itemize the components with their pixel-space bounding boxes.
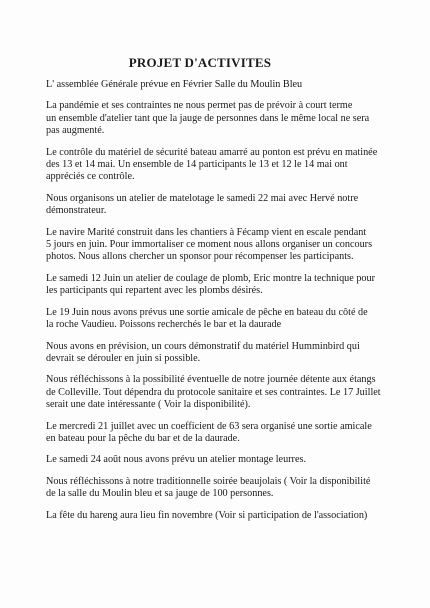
paragraph-safety-check: Le contrôle du matériel de sécurité bateau amarré au ponton est prévu en matinée des 13 et 14 mai. Un ensemble de 14 participants le 13 et 12 le 14 mai ont appréciés ce contrôle. xyxy=(46,146,378,183)
paragraph-fishing-trip-july: Le mercredi 21 juillet avec un coefficient de 63 sera organisé une sortie amicale en bateau pour la pêche du bar et de la daurade. xyxy=(46,420,372,444)
paragraph-beaujolais-evening: Nous réfléchissons à notre traditionnelle soirée beaujolais ( Voir la disponibilité de la salle du Moulin bleu et sa jauge de 100 personnes. xyxy=(46,475,371,500)
paragraph-rope-workshop: Nous organisons un atelier de matelotage le samedi 22 mai avec Hervé notre démonstrateur. xyxy=(46,192,359,217)
paragraph-fishing-trip-june: Le 19 Juin nous avons prévus une sortie amicale de pêche en bateau du côté de la roche Vaudieu. Poissons recherchés le bar et la daurade xyxy=(46,306,368,331)
paragraph-lead-casting: Le samedi 12 Juin un atelier de coulage de plomb, Eric montre la technique pour les participants qui repartent avec les plombs désirés. xyxy=(46,272,376,297)
document-title: PROJET D'ACTIVITES xyxy=(128,55,272,70)
paragraph-general-assembly: L' assemblée Générale prévue en Février Salle du Moulin Bleu xyxy=(46,79,303,90)
paragraph-herring-festival: La fête du hareng aura lieu fin novembre (Voir si participation de l'association) xyxy=(46,509,368,521)
paragraph-colleville-day: Nous réfléchissons à la possibilité éventuelle de notre journée détente aux étangs de Colleville. Tout dépendra du protocole sanitaire et ses contraintes. Le 17 Juillet serait une date intéressante ( Voir la disponibilité). xyxy=(46,374,381,411)
paragraph-marite-ship: Le navire Marité construit dans les chantiers à Fécamp vient en escale pendant 5 jours en juin. Pour immortaliser ce moment nous allons organiser un concours photos. Nous allons chercher un sponsor pour récompenser les participants. xyxy=(46,226,373,263)
paragraph-lure-workshop: Le samedi 24 août nous avons prévu un atelier montage leurres. xyxy=(46,454,306,466)
document-body xyxy=(46,79,396,531)
paragraph-pandemic: La pandémie et ses contraintes ne nous permet pas de prévoir à court terme un ensemble d'atelier tant que la jauge de personnes dans le même local ne sera pas augmenté. xyxy=(46,100,370,137)
paragraph-humminbird-course: Nous avons en prévision, un cours démonstratif du matériel Humminbird qui devrait se dérouler en juin si possible. xyxy=(46,340,360,364)
